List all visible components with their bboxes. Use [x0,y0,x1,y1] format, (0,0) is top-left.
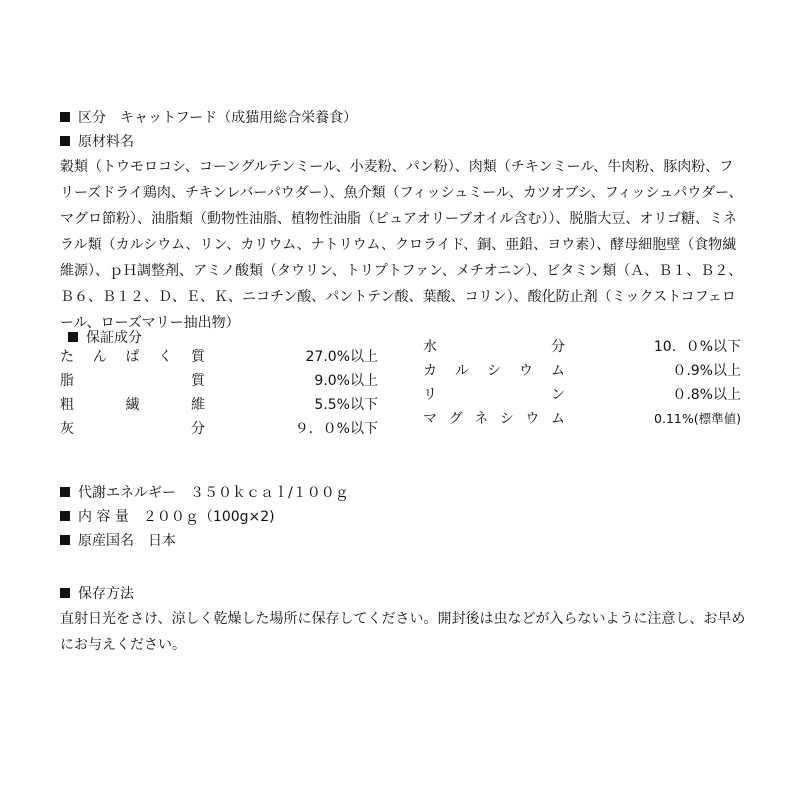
analysis-value: 9.0%以上 [314,373,378,389]
origin-line [60,529,176,553]
square-bullet-icon [60,535,70,545]
analysis-right-table [423,335,741,431]
contents-line [60,505,275,529]
analysis-row [423,383,741,407]
analysis-value: 5.5%以下 [314,397,378,413]
guaranteed-analysis-label: 保証成分 [86,330,142,346]
category-label: 区分 [78,110,106,126]
energy-value: ３５０ｋｃａｌ/１００ｇ [190,485,349,501]
analysis-value: ９．０%以下 [294,421,378,437]
analysis-row [423,359,741,383]
contents-value: ２００ｇ（100g×2) [142,509,275,525]
square-bullet-icon [60,588,70,598]
analysis-name: 灰 分 [60,421,205,437]
analysis-name: カ ル シ ウ ム [423,363,565,379]
analysis-value: ０.9%以上 [672,363,741,379]
analysis-name: 粗 繊 維 [60,397,205,413]
analysis-row [60,417,378,441]
contents-label: 内 容 量 [78,509,129,525]
category-value: キャットフード（成猫用総合栄養食） [120,110,358,126]
analysis-value: 10．０%以下 [653,339,741,355]
square-bullet-icon [60,136,70,146]
analysis-row [60,345,378,369]
analysis-name: た ん ぱ く 質 [60,349,205,365]
analysis-value: ０.8%以上 [672,387,741,403]
square-bullet-icon [60,487,70,497]
category-heading [60,106,357,130]
energy-line [60,481,349,505]
origin-value: 日本 [148,533,176,549]
square-bullet-icon [60,112,70,122]
storage-label: 保存方法 [78,586,134,602]
analysis-name: 水 分 [423,339,565,355]
ingredients-section [60,130,746,336]
analysis-row [60,369,378,393]
analysis-row [423,335,741,359]
analysis-left-table [60,345,378,441]
origin-label: 原産国名 [78,533,134,549]
storage-section [60,582,746,658]
square-bullet-icon [68,332,78,342]
analysis-row [60,393,378,417]
analysis-value: 27.0%以上 [305,349,378,365]
analysis-name: 脂 質 [60,373,205,389]
storage-text: 直射日光をさけ、涼しく乾燥した場所に保存してください。開封後は虫などが入らないように注意し、お早めにお与えください。 [60,611,746,653]
energy-label: 代謝エネルギー [78,485,176,501]
analysis-row [423,407,741,431]
square-bullet-icon [60,511,70,521]
ingredients-label: 原材料名 [78,134,134,150]
analysis-value: 0.11%(標準値) [654,411,741,426]
analysis-name: リ ン [423,387,565,403]
analysis-name: マ グ ネ シ ウ ム [423,411,565,427]
ingredients-text: 穀類（トウモロコシ、コーングルテンミール、小麦粉、パン粉）、肉類（チキンミール、牛肉粉、豚肉粉、フリーズドライ鶏肉、チキンレバーパウダー）、魚介類（フィッシュミール、カツオブシ、フィッシュパウダー、マグロ節粉）、油脂類（動物性油脂、植物性油脂（ピュアオリーブオイル含む））、脱脂大豆、オリゴ糖、ミネラル類（カルシウム、リン、カリウム、ナトリウム、クロライド、銅、亜鉛、ヨウ素）、酵母細胞壁（食物繊維源）、ｐＨ調整剤、アミノ酸類（タウリン、トリプトファン、メチオニン）、ビタミン類（Ａ、Ｂ１、Ｂ２、Ｂ６、Ｂ１２、Ｄ、Ｅ、Ｋ、ニコチン酸、パントテン酸、葉酸、コリン）、酸化防止剤（ミックストコフェロール、ローズマリー抽出物） [60,159,743,331]
